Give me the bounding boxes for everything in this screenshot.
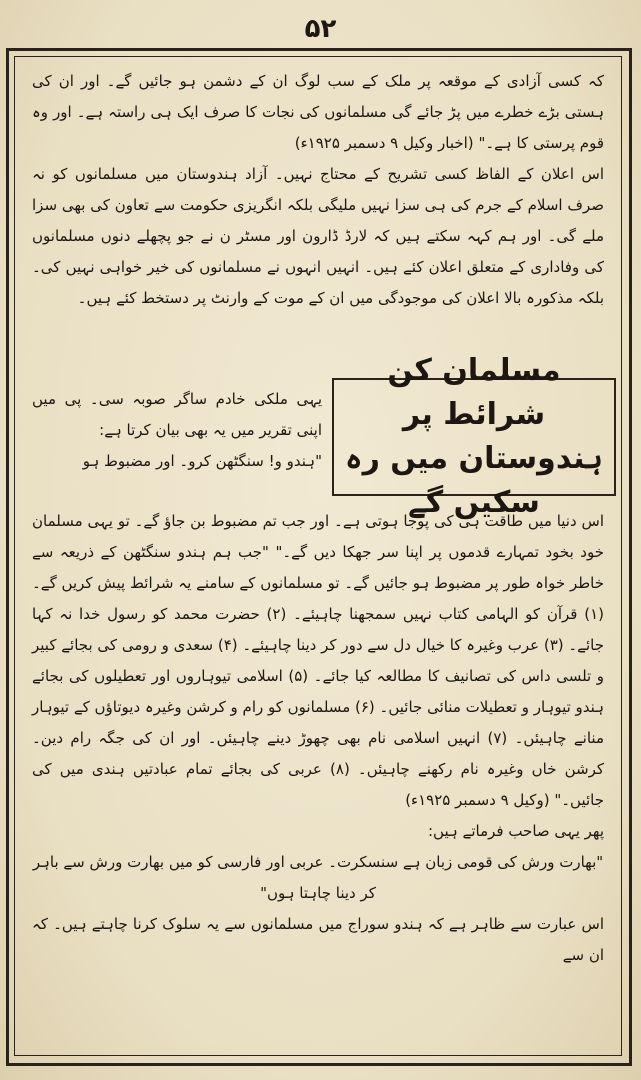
paragraph-4	[32, 506, 604, 816]
quote-opening: "ہندو و! سنگٹھن کرو۔ اور مضبوط ہو	[82, 452, 322, 470]
paragraph-5: پھر یہی صاحب فرماتے ہیں:	[427, 822, 604, 840]
paragraph-1-text: کہ کسی آزادی کے موقعہ پر ملک کے سب لوگ ان کے دشمن ہو جائیں گے۔ اور ان کی ہستی بڑے خطرے میں پڑ جائے گی مسلمانوں کی نجات کا صرف ایک ہی راستہ ہے۔ اور وہ قوم پرستی کا ہے۔"	[32, 72, 604, 152]
paragraph-2: اس اعلان کے الفاظ کسی تشریح کے محتاج نہیں۔ آزاد ہندوستان میں مسلمانوں کو نہ صرف اسلام کے جرم کی ہی سزا نہیں ملیگی بلکہ انگریزی حکومت سے تعاون کی بھی سزا ملے گی۔ اور ہم کہہ سکتے ہیں کہ لارڈ ڈارون اور مسٹر ن نے جو پچھلے دنوں مسلمانوں کی وفاداری کے متعلق اعلان کئے ہیں۔ انہیں انہوں نے مسلمانوں کی خیر خواہی نہیں کی۔ بلکہ مذکورہ بالا اعلان کی موجودگی میں ان کے موت کے وارنٹ پر دستخط کئے ہیں۔	[32, 165, 604, 307]
paragraph-4-text: اس دنیا میں طاقت ہی کی پوجا ہوتی ہے۔ اور جب تم مضبوط بن جاؤ گے۔ تو یہی مسلمان خود بخود تمہارے قدموں پر اپنا سر جھکا دیں گے۔" "جب ہم ہندو سنگٹھن کے ذریعہ سے خاطر خواہ طور پر مضبوط ہو جائیں گے۔ تو مسلمانوں کے سامنے یہ شرائط پیش کریں گے۔ (۱) قرآن کو الہامی کتاب نہیں سمجھنا چاہیئے۔ (۲) حضرت محمد کو رسول خدا نہ کہا جائے۔ (۳) عرب وغیرہ کا خیال دل سے دور کر دینا چاہیئے۔ (۴) سعدی و رومی کی بجائے کبیر و تلسی داس کی تصانیف کا مطالعہ کیا جائے۔ (۵) اسلامی تیوہاروں اور تعطیلوں کی بجائے ہندو تیوہار و تعطیلات منائی جائیں۔ (۶) مسلمانوں کو رام و کرشن وغیرہ دیوتاؤں کے تیوہار منانے چاہیئں۔ (۷) انہیں اسلامی نام بھی چھوڑ دینے چاہیئں۔ اور ان کی جگہ رام دین۔ کرشن خاں وغیرہ نام رکھنے چاہیئں۔ (۸) عربی کی بجائے تمام عبادتیں ہندی میں کی جائیں۔"	[32, 512, 605, 809]
section-heading-box	[332, 353, 616, 520]
main-text-block	[32, 506, 604, 971]
side-text-block	[32, 384, 322, 477]
paragraph-6: اس عبارت سے ظاہر ہے کہ ہندو سوراج میں مسلمانوں سے یہ سلوک کرنا چاہتے ہیں۔ کہ ان سے	[32, 915, 604, 964]
paragraph-1	[32, 66, 604, 159]
citation-1: (اخبار وکیل ۹ دسمبر ۱۹۲۵ء)	[294, 134, 474, 152]
page-number: ۵۲	[304, 14, 337, 44]
top-text-block	[32, 66, 604, 314]
section-heading: مسلمان کن شرائط پر ہندوستان میں رہ سکیں گے	[345, 353, 603, 520]
paragraph-3: یہی ملکی خادم ساگر صوبہ سی۔ پی میں اپنی تقریر میں یہ بھی بیان کرتا ہے:	[32, 390, 322, 439]
quote-2: "بھارت ورش کی قومی زبان ہے سنسکرت۔ عربی اور فارسی کو میں بھارت ورش سے باہر کر دینا چاہتا ہوں"	[32, 853, 604, 902]
citation-2: (وکیل ۹ دسمبر ۱۹۲۵ء)	[405, 791, 550, 809]
